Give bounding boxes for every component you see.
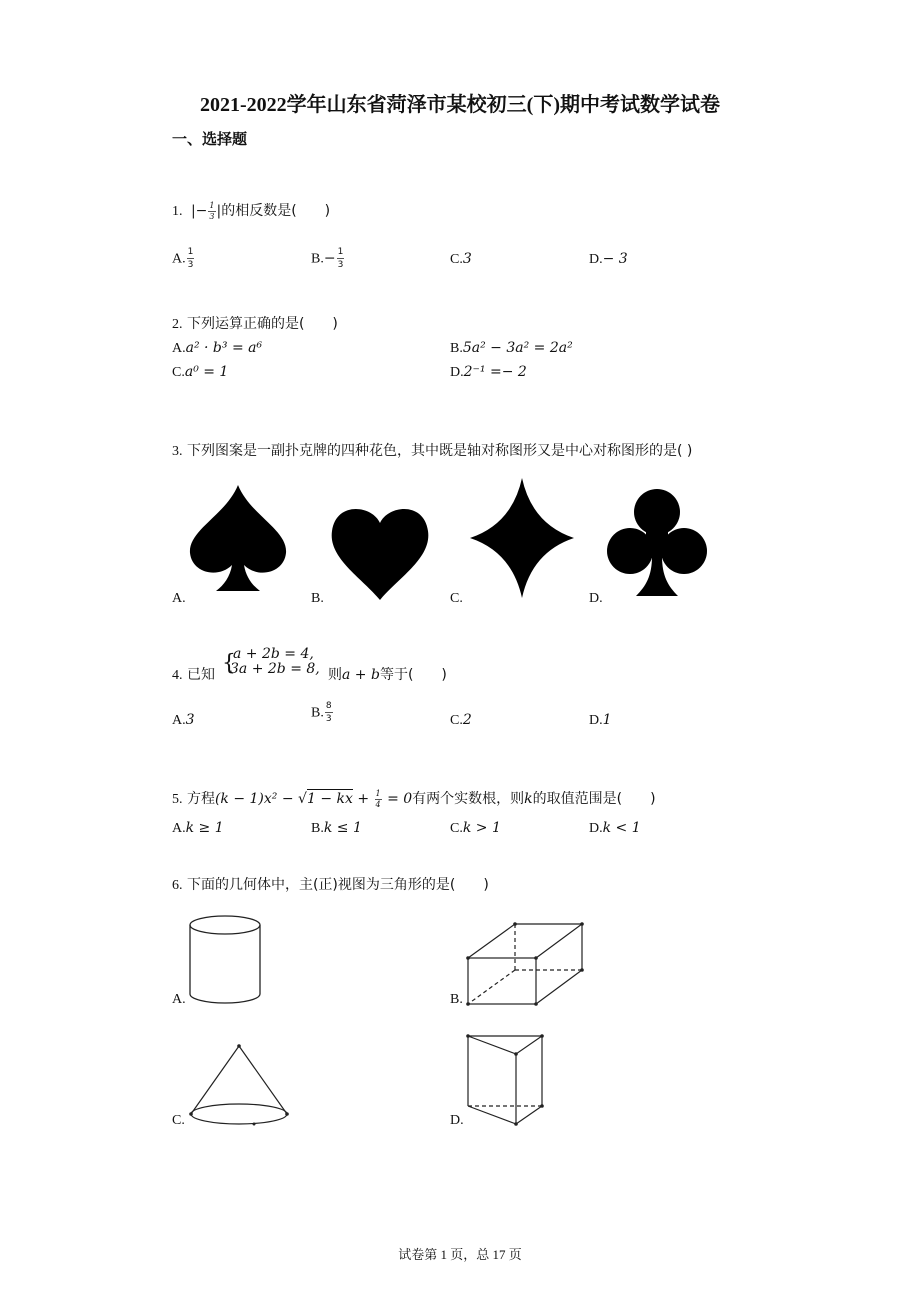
page-title: 2021-2022学年山东省菏泽市某校初三(下)期中考试数学试卷 <box>200 94 720 116</box>
section-heading: 一、选择题 <box>172 130 248 148</box>
triangular-prism-icon <box>464 1032 550 1128</box>
q3-option-d[interactable]: D. <box>589 591 603 606</box>
q4-option-a[interactable]: A.3 <box>172 712 195 728</box>
heart-icon <box>330 503 430 601</box>
question-number: 6. <box>172 878 183 893</box>
q5-option-b[interactable]: B.k ≤ 1 <box>311 820 362 836</box>
club-icon <box>606 488 708 598</box>
q6-option-d[interactable]: D. <box>450 1113 464 1128</box>
question-stem: 的相反数是( ) <box>221 203 331 219</box>
question-3 <box>172 440 692 460</box>
q1-option-b[interactable]: B.− $\frac{1}{3}$ <box>311 247 344 270</box>
q6-option-a[interactable]: A. <box>172 992 186 1007</box>
question-number: 1. <box>172 204 183 219</box>
quadratic-equation: (k − 1)x² − √1 − kx + $\frac{1}{4}$ = 0 <box>214 788 413 809</box>
cylinder-icon <box>186 912 266 1006</box>
question-stem: 下列运算正确的是( ) <box>186 316 338 332</box>
equation-1: a + 2b = 4, <box>233 646 314 662</box>
page-footer: 试卷第 1 页，总 17 页 <box>398 1247 522 1262</box>
question-5: 5. 方程(k − 1)x² − √1 − kx + $\frac{1}{4}$ = 0有两个实数根，则k的取值范围是( ) <box>172 788 656 809</box>
cone-icon <box>186 1042 292 1132</box>
abs-expression: |− $\frac{1}{3}$ | <box>190 200 222 221</box>
q2-option-a[interactable]: A.a² · b³ = a⁶ <box>172 340 263 356</box>
cuboid-icon <box>464 920 588 1008</box>
diamond-icon <box>470 478 574 598</box>
q5-option-c[interactable]: C.k > 1 <box>450 820 501 836</box>
q3-option-b[interactable]: B. <box>311 591 324 606</box>
system-brace: { <box>222 651 236 676</box>
q6-option-b[interactable]: B. <box>450 992 463 1007</box>
q2-option-d[interactable]: D.2⁻¹ =− 2 <box>450 364 527 380</box>
spade-icon <box>188 485 288 595</box>
question-number: 5. <box>172 792 183 807</box>
question-1 <box>172 200 330 222</box>
q4-option-d[interactable]: D.1 <box>589 712 612 728</box>
q1-option-c[interactable]: C.3 <box>450 251 472 267</box>
q5-option-a[interactable]: A.k ≥ 1 <box>172 820 224 836</box>
q1-option-a[interactable]: A. $\frac{1}{3}$ <box>172 247 194 270</box>
q1-option-d[interactable]: D.− 3 <box>589 251 628 267</box>
question-stem: 下面的几何体中，主(正)视图为三角形的是( ) <box>186 877 489 893</box>
question-2 <box>172 313 338 333</box>
q2-option-c[interactable]: C.a⁰ = 1 <box>172 364 229 380</box>
question-number: 4. <box>172 668 183 683</box>
question-4 <box>172 664 215 684</box>
q6-option-c[interactable]: C. <box>172 1113 185 1128</box>
question-stem: 下列图案是一副扑克牌的四种花色，其中既是轴对称图形又是中心对称图形的是( ) <box>186 443 693 459</box>
q2-option-b[interactable]: B.5a² − 3a² = 2a² <box>450 340 573 356</box>
q3-option-c[interactable]: C. <box>450 591 463 606</box>
question-6 <box>172 874 489 894</box>
question-4-tail: 则a + b等于( ) <box>328 667 447 683</box>
q3-option-a[interactable]: A. <box>172 591 186 606</box>
q4-option-b[interactable]: B. $\frac{8}{3}$ <box>311 701 332 724</box>
equation-2: 3a + 2b = 8, <box>230 661 320 677</box>
question-number: 2. <box>172 317 183 332</box>
q4-option-c[interactable]: C.2 <box>450 712 472 728</box>
q5-option-d[interactable]: D.k < 1 <box>589 820 641 836</box>
question-prefix: 已知 <box>186 667 215 683</box>
question-number: 3. <box>172 444 183 459</box>
